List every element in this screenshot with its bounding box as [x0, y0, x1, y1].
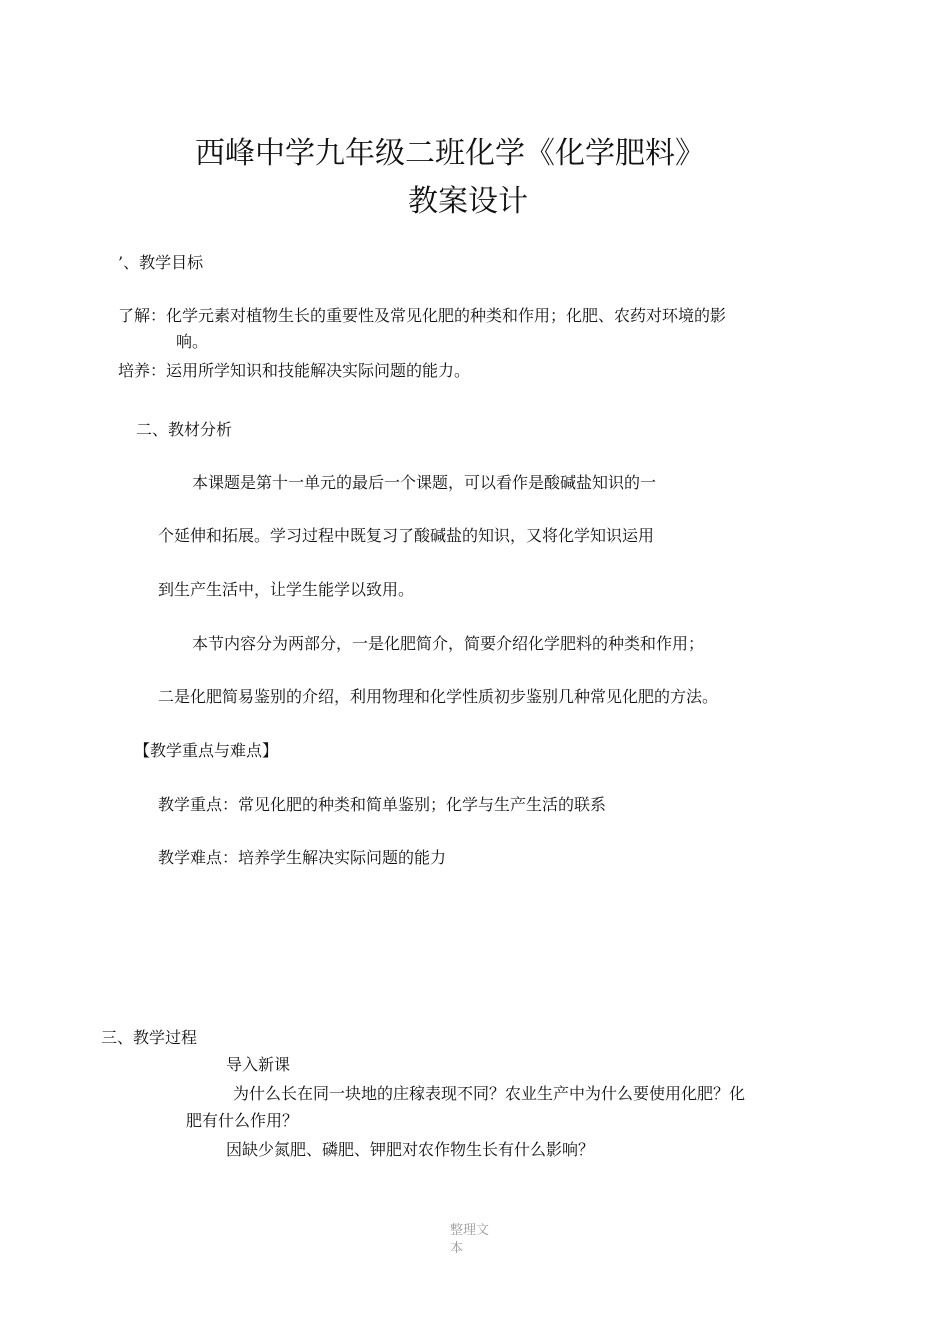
document-title-line2: 教案设计 — [408, 184, 528, 219]
question1-line1: 为什么长在同一块地的庄稼表现不同？农业生产中为什么要使用化肥？化 — [233, 1084, 746, 1103]
para1-line3: 到生产生活中，让学生能学以致用。 — [158, 580, 415, 599]
intro-heading: 导入新课 — [226, 1055, 291, 1074]
footer-line2: 本 — [450, 1241, 464, 1256]
question1-line2: 肥有什么作用？ — [186, 1111, 299, 1130]
keypoints-heading: 【教学重点与难点】 — [134, 741, 279, 760]
section2-heading: 二、教材分析 — [136, 420, 233, 439]
keypoint-line: 教学重点：常见化肥的种类和简单鉴别；化学与生产生活的联系 — [158, 795, 607, 814]
para2-line1: 本节内容分为两部分，一是化肥简介，简要介绍化学肥料的种类和作用； — [192, 634, 705, 653]
understand-line2: 响。 — [176, 332, 209, 351]
para2-line2: 二是化肥简易鉴别的介绍，利用物理和化学性质初步鉴别几种常见化肥的方法。 — [158, 687, 719, 706]
difficulty-line: 教学难点：培养学生解决实际问题的能力 — [158, 848, 447, 867]
document-title-line1: 西峰中学九年级二班化学《化学肥料》 — [195, 136, 705, 171]
section1-heading: ’、教学目标 — [118, 253, 204, 272]
cultivate-line: 培养：运用所学知识和技能解决实际问题的能力。 — [118, 361, 471, 380]
question2-line: 因缺少氮肥、磷肥、钾肥对农作物生长有什么影响？ — [226, 1140, 595, 1159]
para1-line1: 本课题是第十一单元的最后一个课题，可以看作是酸碱盐知识的一 — [192, 473, 657, 492]
footer-line1: 整理文 — [450, 1223, 490, 1238]
understand-line1: 了解：化学元素对植物生长的重要性及常见化肥的种类和作用；化肥、农药对环境的影 — [118, 306, 727, 325]
section3-heading: 三、教学过程 — [101, 1028, 198, 1047]
para1-line2: 个延伸和拓展。学习过程中既复习了酸碱盐的知识，又将化学知识运用 — [158, 526, 655, 545]
